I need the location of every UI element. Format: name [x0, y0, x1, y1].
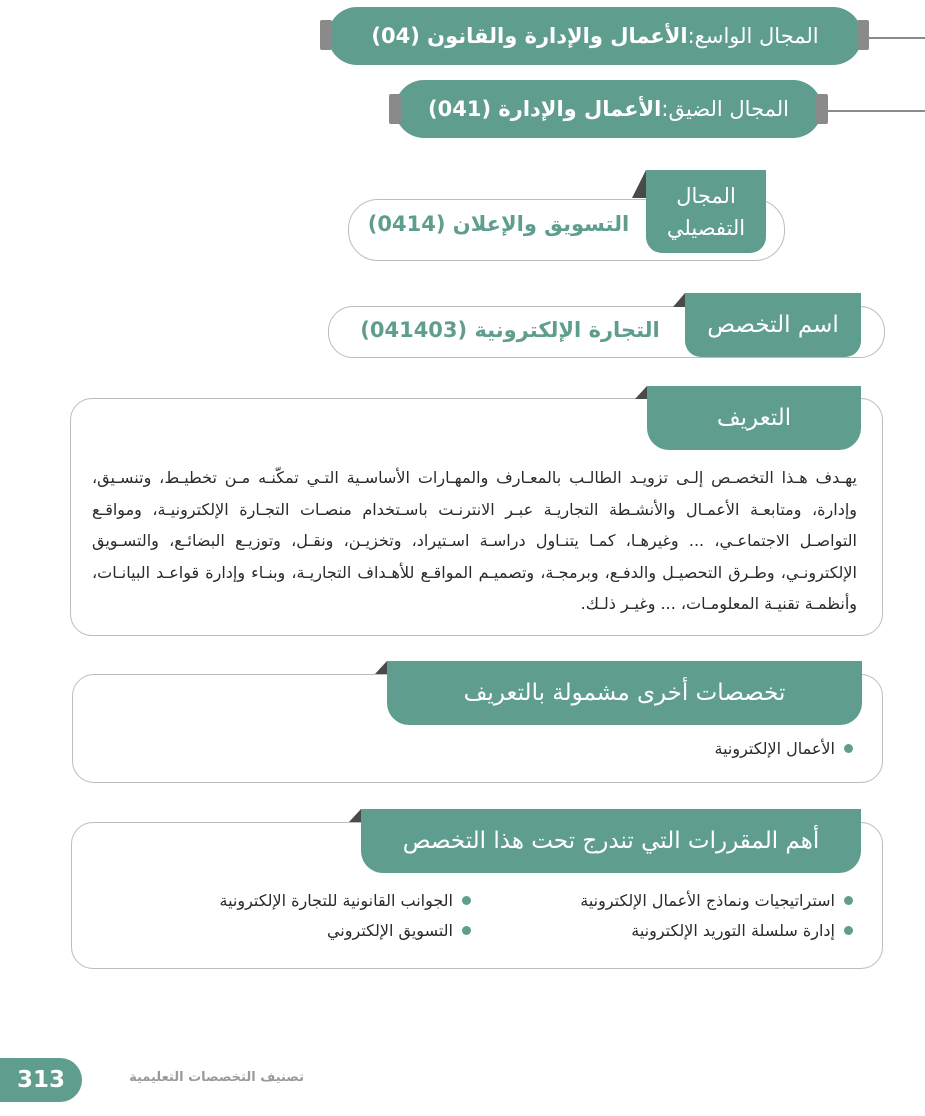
- bullet-icon: [462, 926, 471, 935]
- specialization-tag: اسم التخصص: [685, 293, 861, 357]
- broad-field-connector: [866, 37, 925, 39]
- page-number: 313: [0, 1058, 82, 1102]
- list-item: [220, 891, 471, 910]
- detailed-field-label-line2: التفصيلي: [666, 215, 746, 240]
- narrow-field-cap-right: [816, 94, 828, 124]
- definition-title: التعريف: [647, 386, 861, 450]
- bullet-icon: [844, 744, 853, 753]
- detailed-field-tag-fold: [632, 170, 646, 198]
- narrow-field-pill: [395, 80, 822, 138]
- specialization-tag-fold: [673, 293, 685, 307]
- narrow-field-cap-left: [389, 94, 401, 124]
- list-item: [420, 739, 853, 758]
- course-label: استراتيجيات ونماذج الأعمال الإلكترونية: [580, 891, 835, 910]
- definition-tag-fold: [635, 386, 647, 399]
- broad-field-cap-right: [857, 20, 869, 50]
- detailed-field-label-line1: المجال: [676, 183, 736, 208]
- broad-field-value: الأعمال والإدارة والقانون (04): [371, 24, 688, 48]
- narrow-field-connector: [826, 110, 925, 112]
- narrow-field-label: المجال الضيق:: [661, 97, 790, 121]
- course-label: الجوانب القانونية للتجارة الإلكترونية: [219, 891, 453, 910]
- broad-field-label: المجال الواسع:: [687, 24, 819, 48]
- footer-book-title: تصنيف التخصصات التعليمية: [129, 1070, 304, 1085]
- broad-field-pill: [328, 7, 862, 65]
- bullet-icon: [844, 896, 853, 905]
- courses-tag-fold: [349, 809, 361, 822]
- list-item: [327, 921, 471, 940]
- courses-title: أهم المقررات التي تندرج تحت هذا التخصص: [361, 809, 861, 873]
- bullet-icon: [462, 896, 471, 905]
- list-item: [580, 891, 853, 910]
- other-spec-label: الأعمال الإلكترونية: [714, 739, 835, 758]
- list-item: [631, 921, 853, 940]
- definition-text: يهـدف هـذا التخصـص إلـى تزويـد الطالـب بالمعـارف والمهـارات الأساسـية التـي تمكّنـه مـن تخطيـط، وتنسـيق، وإدارة، ومتابعـة الأعمـال والأنشـطة التجاريـة عبـر الانترنـت باسـتخدام منصـات التجـارة الإلكترونيـة، ومواقـع التواصـل الاجتماعـي، ... وغيرهـا، كمـا يتنـاول دراسـة اسـتيراد، وتخزيـن، ونقـل، وتوزيـع البضائـع، والتسـويق الإلكترونـي، وطـرق التحصيـل والدفـع، وبرمجـة، وتصميـم المواقـع للأهـداف التجاريـة، وبنـاء وإدارة قواعـد البيانـات، وأنظمـة تقنيـة المعلومـات، ... وغيـر ذلـك.: [92, 468, 857, 613]
- course-label: إدارة سلسلة التوريد الإلكترونية: [631, 921, 835, 940]
- detailed-field-tag: [646, 170, 766, 253]
- narrow-field-value: الأعمال والإدارة (041): [427, 97, 662, 121]
- other-specs-tag-fold: [375, 661, 387, 674]
- specialization-value: التجارة الإلكترونية (041403): [360, 318, 660, 342]
- bullet-icon: [844, 926, 853, 935]
- other-specs-title: تخصصات أخرى مشمولة بالتعريف: [387, 661, 862, 725]
- broad-field-cap-left: [320, 20, 332, 50]
- detailed-field-value: التسويق والإعلان (0414): [367, 212, 630, 236]
- course-label: التسويق الإلكتروني: [326, 921, 453, 940]
